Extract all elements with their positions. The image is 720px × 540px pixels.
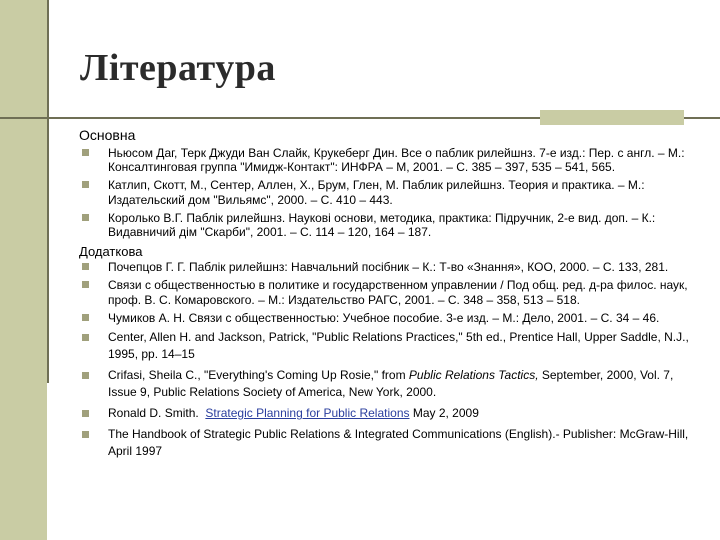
section-heading-extra: Додаткова xyxy=(79,244,143,260)
section-heading-main: Основна xyxy=(79,127,136,143)
list-item-text-pre: Ronald D. Smith. xyxy=(108,406,206,421)
square-bullet-icon xyxy=(82,372,89,379)
list-item-text: Связи с общественностью в политике и государственном управлении / Под общ. ред. д-ра филос. наук, проф. В. С. Комаровского. – М.: Издательство РАГС, 2001. – С. 348 – 358, 513 – 518. xyxy=(108,278,688,307)
bibliography xyxy=(79,126,689,464)
list-item xyxy=(79,311,689,325)
title-rule-accent xyxy=(540,110,684,125)
strategic-planning-link[interactable]: Strategic Planning for Public Relations xyxy=(205,406,410,421)
list-item xyxy=(79,146,689,174)
list-item xyxy=(79,211,689,239)
square-bullet-icon xyxy=(82,263,89,270)
list-item-italic-title: Public Relations Tactics, xyxy=(408,368,539,383)
list-item-text: Center, Allen H. and Jackson, Patrick, "Public Relations Practices," 5th ed., Prentice Hall, Upper Saddle, N.J., 1995, pp. 14–15 xyxy=(108,330,689,362)
square-bullet-icon xyxy=(82,149,89,156)
slide-title: Література xyxy=(80,47,276,89)
list-item-text-pre: Crifasi, Sheila C., "Everything's Coming Up Rosie," from xyxy=(108,368,409,383)
list-item-text: Катлип, Скотт, М., Сентер, Аллен, Х., Брум, Глен, М. Паблик рилейшнз. Теория и практика. – М.: Издательский дом "Вильямс", 2000. – С. 410 – 443. xyxy=(108,178,645,207)
list-item-text: Ньюсом Даг, Терк Джуди Ван Слайк, Крукеберг Дин. Все о паблик рилейшнз. 7-е изд.: Пер. с англ. – М.: Консалтинговая группа "Имидж-Контакт": ИНФРА – М, 2001. – С. 385 – 397, 535 – 541, 565. xyxy=(108,146,685,175)
square-bullet-icon xyxy=(82,214,89,221)
list-item-text-post: May 2, 2009 xyxy=(409,406,479,421)
list-item xyxy=(79,367,689,401)
square-bullet-icon xyxy=(82,181,89,188)
list-item xyxy=(79,426,689,460)
list-item xyxy=(79,329,689,363)
square-bullet-icon xyxy=(82,314,89,321)
list-item-text: Королько В.Г. Паблік рилейшнз. Наукові основи, методика, практика: Підручник, 2-е вид. доп. – К.: Видавничий дім "Скарби", 2001. – С. 114 – 120, 164 – 187. xyxy=(108,210,656,240)
list-item-text-post: September, 2000, Vol. 7, Issue 9, Public Relations Society of America, New York, 2000. xyxy=(108,368,674,400)
square-bullet-icon xyxy=(82,431,89,438)
list-item xyxy=(79,278,689,306)
square-bullet-icon xyxy=(82,410,89,417)
list-item xyxy=(79,405,689,422)
list-item-text: The Handbook of Strategic Public Relations & Integrated Communications (English).- Publisher: McGraw-Hill, April 1997 xyxy=(108,427,689,459)
list-item xyxy=(79,178,689,206)
list-item-text: Чумиков А. Н. Связи с общественностью: Учебное пособие. 3-е изд. – М.: Дело, 2001. – С. 34 – 46. xyxy=(108,310,660,325)
square-bullet-icon xyxy=(82,334,89,341)
list-item-text: Почепцов Г. Г. Паблік рилейшнз: Навчальний посібник – К.: Т-во «Знання», КОО, 2000. – С. 133, 281. xyxy=(108,260,669,275)
decorative-sidebar xyxy=(0,0,47,540)
sidebar-divider xyxy=(47,0,49,383)
list-item xyxy=(79,260,689,274)
square-bullet-icon xyxy=(82,281,89,288)
